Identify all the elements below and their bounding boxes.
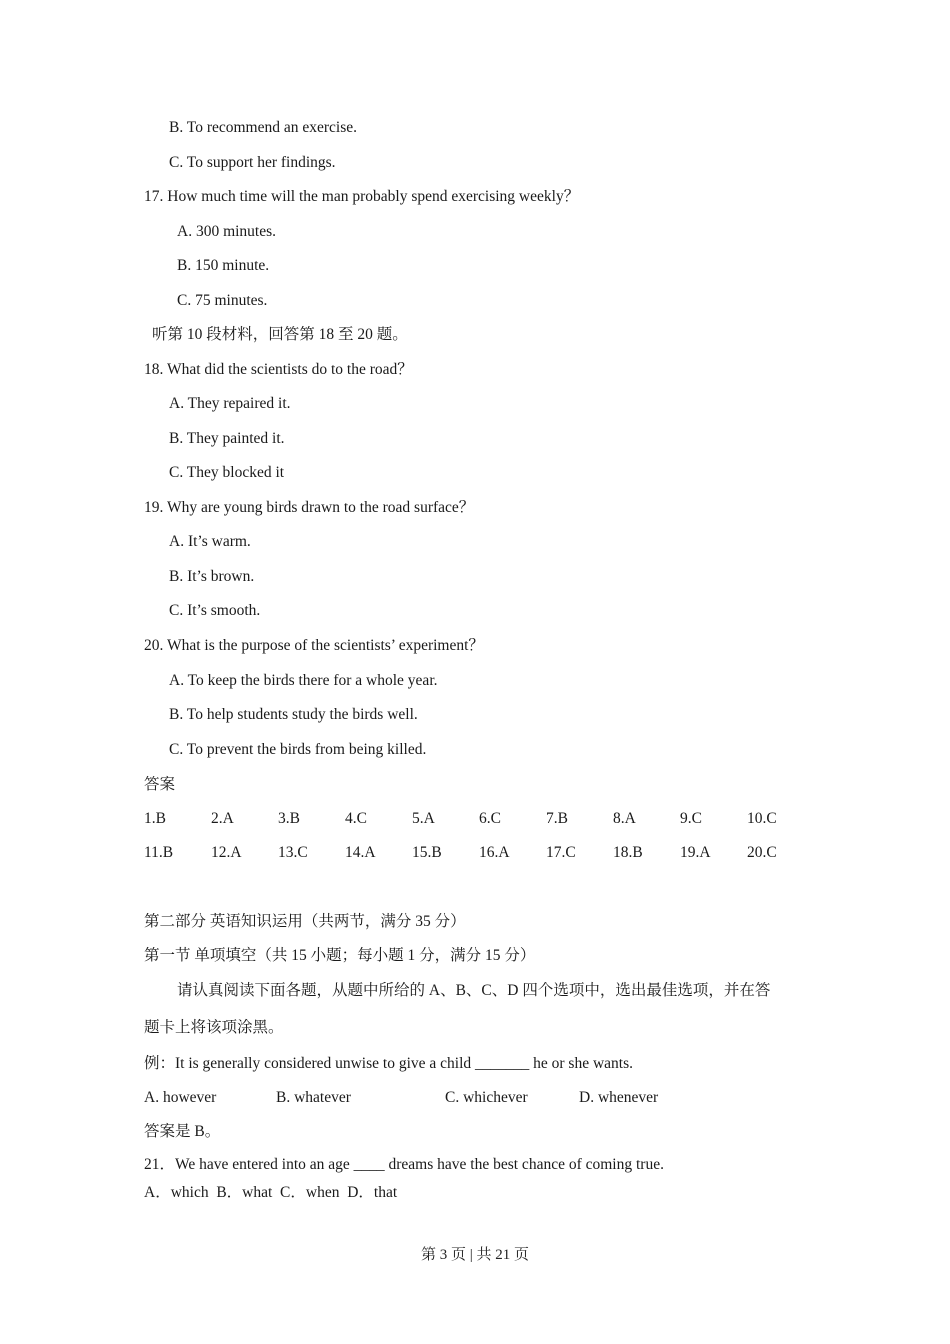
q19-option-c: C. It’s smooth. [169,602,261,619]
answer-cell: 10.C [747,810,777,827]
answer-cell: 11.B [144,844,174,861]
answer-cell: 9.C [680,810,702,827]
q16-option-c: C. To support her findings. [169,154,336,171]
example-stem: 例：It is generally considered unwise to give a child _______ he or she wants. [144,1055,633,1072]
q19-stem: 19. Why are young birds drawn to the road surface？ [144,499,475,516]
answer-cell: 6.C [479,810,501,827]
q17-option-c: C. 75 minutes. [177,292,268,309]
q19-option-a: A. It’s warm. [169,533,251,550]
answer-cell: 13.C [278,844,308,861]
example-answer: 答案是 B。 [144,1123,221,1140]
q20-option-b: B. To help students study the birds well. [169,706,418,723]
page-indicator: 第 3 页 | 共 21 页 [420,1247,529,1263]
answer-cell: 16.A [479,844,510,861]
q21-options: A．which B．what C．when D．that [144,1184,398,1201]
instructions-line-2: 题卡上将该项涂黑。 [144,1019,284,1036]
q17-option-b: B. 150 minute. [177,257,270,274]
answer-cell: 7.B [546,810,568,827]
answer-cell: 15.B [412,844,442,861]
q18-option-b: B. They painted it. [169,430,285,447]
answer-cell: 14.A [345,844,376,861]
q17-option-a: A. 300 minutes. [177,223,277,240]
example-option-a: A. however [144,1089,217,1106]
q19-option-b: B. It’s brown. [169,568,255,585]
q18-option-c: C. They blocked it [169,464,285,481]
q18-stem: 18. What did the scientists do to the road？ [144,361,413,378]
q20-option-a: A. To keep the birds there for a whole year. [169,672,438,689]
q18-option-a: A. They repaired it. [169,395,291,412]
q21-stem: 21．We have entered into an age ____ dreams have the best chance of coming true. [144,1156,664,1173]
example-option-c: C. whichever [445,1089,528,1106]
answer-cell: 12.A [211,844,242,861]
answer-cell: 2.A [211,810,234,827]
answer-cell: 5.A [412,810,435,827]
example-option-d: D. whenever [579,1089,659,1106]
answer-cell: 18.B [613,844,643,861]
answer-cell: 1.B [144,810,166,827]
q16-option-b: B. To recommend an exercise. [169,119,358,136]
answer-cell: 4.C [345,810,367,827]
answers-row-1 [144,809,824,829]
example-option-b: B. whatever [276,1089,351,1106]
answer-cell: 20.C [747,844,777,861]
answer-cell: 19.A [680,844,711,861]
q20-stem: 20. What is the purpose of the scientists’ experiment？ [144,637,484,654]
section-note: 听第 10 段材料，回答第 18 至 20 题。 [152,326,408,343]
section1-heading: 第一节 单项填空（共 15 小题；每小题 1 分，满分 15 分） [144,947,536,964]
answers-heading: 答案 [144,776,176,793]
answer-cell: 8.A [613,810,636,827]
instructions-line-1: 请认真阅读下面各题，从题中所给的 A、B、C、D 四个选项中，选出最佳选项，并在答 [177,982,771,999]
q17-stem: 17. How much time will the man probably spend exercising weekly？ [144,188,580,205]
answer-cell: 17.C [546,844,576,861]
answers-row-2 [144,843,824,863]
part2-heading: 第二部分 英语知识运用（共两节，满分 35 分） [144,913,466,930]
answer-cell: 3.B [278,810,300,827]
q20-option-c: C. To prevent the birds from being killed. [169,741,427,758]
